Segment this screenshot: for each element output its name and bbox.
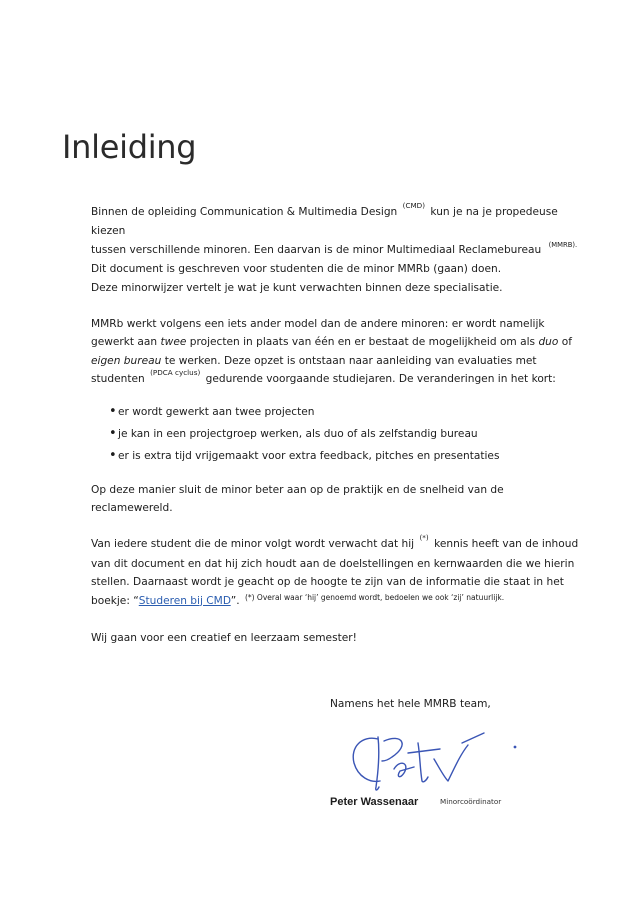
cmd-superscript: (CMD) (402, 201, 426, 210)
emphasis-duo: duo (538, 336, 559, 349)
pdca-superscript: (PDCA cyclus) (150, 368, 201, 378)
list-item-text: je kan in een projectgroep werken, als duo of als zelfstandig bureau (118, 427, 478, 440)
expect-line-2: van dit document en dat hij zich houdt aan de doelstellingen en kernwaarden die we hierin (91, 557, 575, 570)
bullet-icon: • (109, 447, 117, 463)
intro-line-1 (91, 203, 581, 241)
closing-line: Namens het hele MMRB team, (330, 698, 491, 710)
model-line-4 (91, 370, 581, 389)
intro-line-4: Deze minorwijzer vertelt je wat je kunt verwachten binnen deze specialisatie. (91, 281, 503, 294)
signer-name: Peter Wassenaar (330, 796, 419, 808)
expect-text: ”. (230, 594, 240, 607)
list-item (91, 403, 581, 425)
list-item (91, 425, 581, 447)
goal-line: Wij gaan voor een creatief en leerzaam semester! (91, 632, 357, 645)
expect-text: Van iedere student die de minor volgt wordt verwacht dat hij (91, 538, 415, 551)
practice-line: Op deze manier sluit de minor beter aan op de praktijk en de snelheid van de reclamewereld. (91, 483, 504, 515)
signature-image (344, 725, 524, 805)
list-item-text: er wordt gewerkt aan twee projecten (118, 405, 315, 418)
list-item (91, 447, 581, 469)
studeren-bij-cmd-link[interactable]: Studeren bij CMD (138, 594, 231, 607)
intro-text: tussen verschillende minoren. Een daarvan is de minor Multimediaal Reclamebureau (91, 243, 542, 256)
expect-line-4 (91, 592, 581, 611)
footnote-marker: (*) (419, 533, 429, 543)
page-title: Inleiding (62, 128, 197, 166)
bullet-icon: • (109, 403, 117, 419)
expect-text: kennis heeft van de inhoud (434, 538, 579, 551)
expect-text: boekje: “ (91, 594, 139, 607)
emphasis-twee: twee (160, 336, 187, 349)
intro-line-3: Dit document is geschreven voor studenten die de minor MMRb (gaan) doen. (91, 263, 502, 276)
emphasis-eigen-bureau: eigen bureau (91, 354, 162, 367)
changes-list (91, 403, 581, 469)
model-line-1: MMRb werkt volgens een iets ander model dan de andere minoren: er wordt namelijk (91, 318, 545, 331)
model-text: of (561, 336, 572, 349)
expect-line-1 (91, 535, 581, 554)
model-text: te werken. Deze opzet is ontstaan naar aanleiding van evaluaties met (164, 354, 537, 367)
footnote-text: (*) Overal waar ‘hij’ genoemd wordt, bedoelen we ook ‘zij’ natuurlijk. (244, 592, 505, 602)
document-body (91, 203, 581, 648)
model-text: studenten (91, 373, 145, 386)
bullet-icon: • (109, 425, 117, 441)
intro-line-2 (91, 241, 581, 260)
model-text: projecten in plaats van één en er bestaat de mogelijkheid om als (189, 336, 536, 349)
intro-text: kun je na je propedeuse kiezen (91, 206, 558, 238)
model-text: gewerkt aan (91, 336, 158, 349)
signer-role: Minorcoördinator (440, 797, 502, 806)
model-text: gedurende voorgaande studiejaren. De veranderingen in het kort: (205, 373, 556, 386)
model-line-2 (91, 333, 581, 351)
expect-line-3: stellen. Daarnaast wordt je geacht op de hoogte te zijn van de informatie die staat in het (91, 576, 564, 589)
mmrb-superscript: (MMRB). (548, 240, 578, 249)
intro-text: Binnen de opleiding Communication & Multimedia Design (91, 206, 398, 218)
list-item-text: er is extra tijd vrijgemaakt voor extra feedback, pitches en presentaties (118, 449, 500, 462)
